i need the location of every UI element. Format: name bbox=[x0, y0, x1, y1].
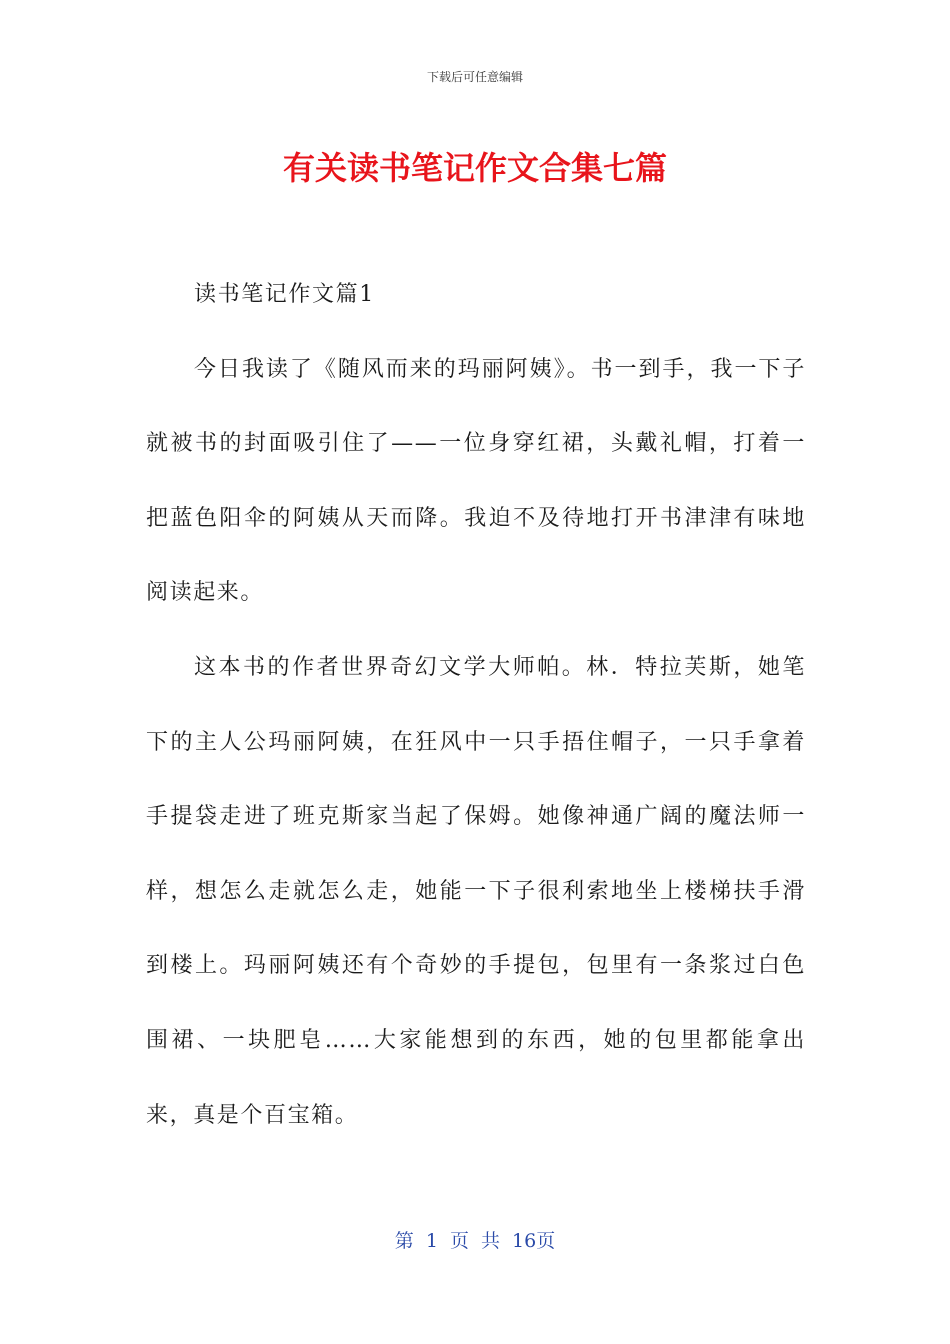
paragraph-1: 今日我读了《随风而来的玛丽阿姨》。书一到手，我一下子就被书的封面吸引住了——一位身穿红裙，头戴礼帽，打着一把蓝色阳伞的阿姨从天而降。我迫不及待地打开书津津有味地阅读起来。 bbox=[146, 356, 806, 606]
document-title: 有关读书笔记作文合集七篇 bbox=[282, 149, 667, 187]
header-note: 下载后可任意编辑 bbox=[426, 70, 523, 84]
document-body bbox=[146, 258, 806, 1153]
section-heading: 读书笔记作文篇1 bbox=[194, 282, 375, 307]
paragraph-2: 这本书的作者世界奇幻文学大师帕。林．特拉芙斯，她笔下的主人公玛丽阿姨，在狂风中一只手捂住帽子，一只手拿着手提袋走进了班克斯家当起了保姆。她像神通广阔的魔法师一样，想怎么走就怎么走，她能一下子很利索地坐上楼梯扶手滑到楼上。玛丽阿姨还有个奇妙的手提包，包里有一条浆过白色围裙、一块肥皂……大家能想到的东西，她的包里都能拿出来，真是个百宝箱。 bbox=[146, 654, 806, 1128]
page-indicator: 第 1 页 共 16页 bbox=[394, 1230, 556, 1252]
